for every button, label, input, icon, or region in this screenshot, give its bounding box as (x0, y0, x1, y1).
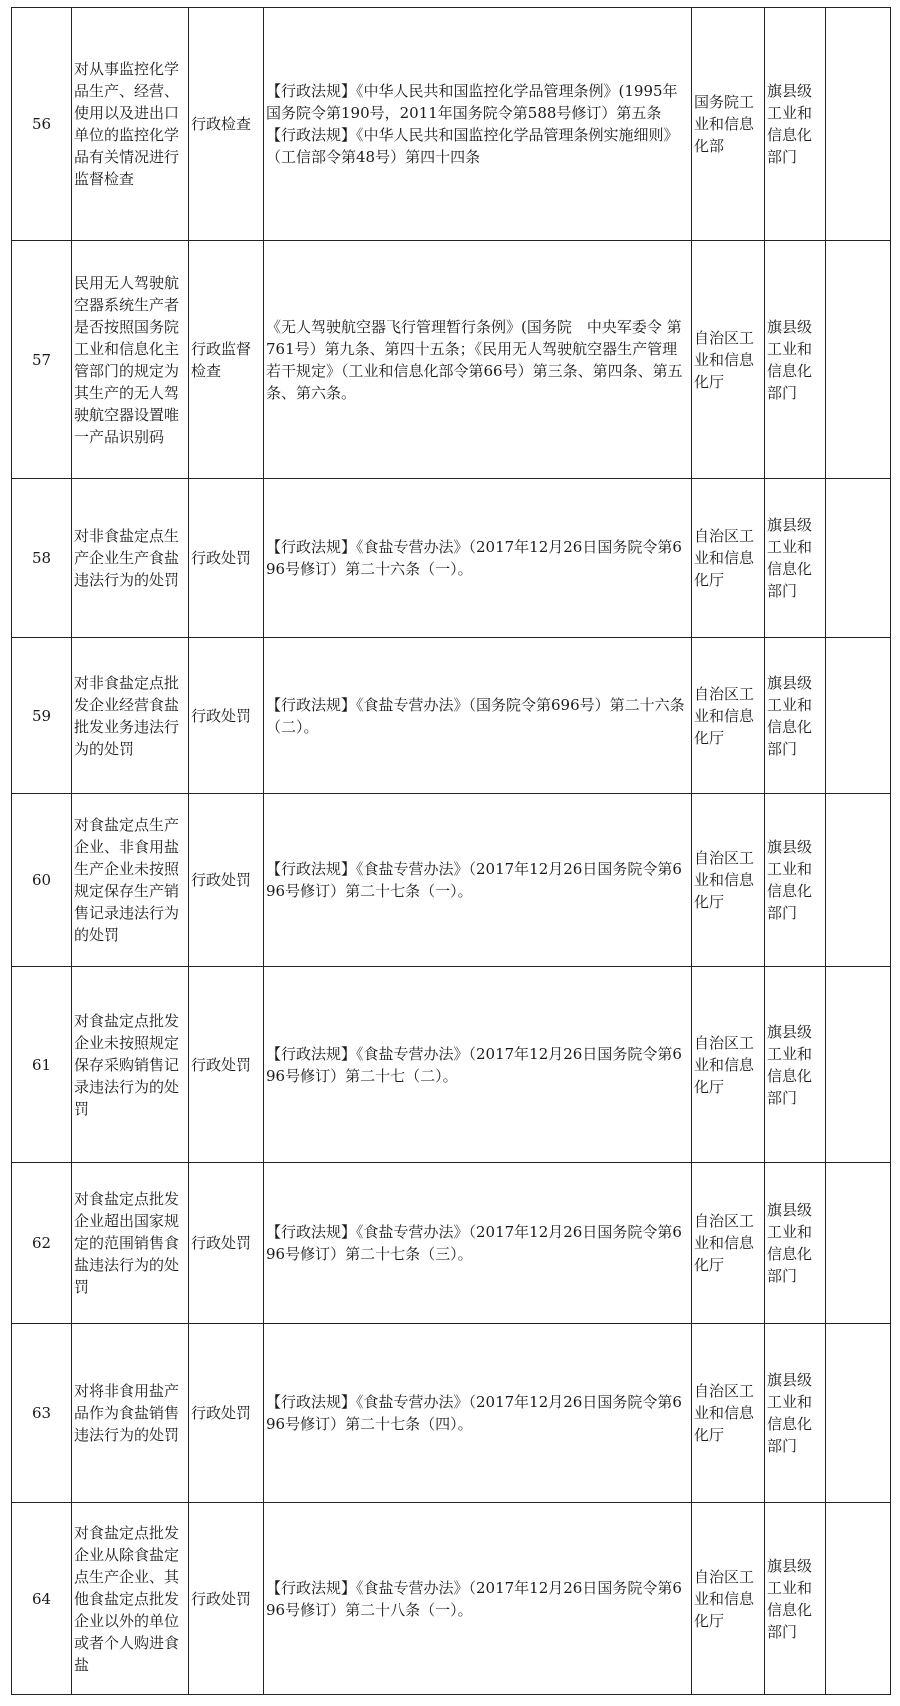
item-type: 行政处罚 (189, 638, 264, 794)
item-type: 行政处罚 (189, 1324, 264, 1503)
row-number: 61 (12, 967, 72, 1163)
item-name: 对食盐定点批发企业从除食盐定点生产企业、其他食盐定点批发企业以外的单位或者个人购进食盐 (72, 1503, 189, 1695)
implementing-level: 旗县级工业和信息化部门 (765, 638, 826, 794)
table-row (12, 1324, 891, 1503)
row-number: 56 (12, 8, 72, 241)
legal-basis (264, 967, 692, 1163)
implementing-level: 旗县级工业和信息化部门 (765, 794, 826, 967)
item-name: 民用无人驾驶航空器系统生产者是否按照国务院工业和信息化主管部门的规定为其生产的无人驾驶航空器设置唯一产品识别码 (72, 241, 189, 479)
responsible-dept: 自治区工业和信息化厅 (692, 1503, 765, 1695)
item-type: 行政处罚 (189, 1503, 264, 1695)
item-name: 对食盐定点生产企业、非食用盐生产企业未按照规定保存生产销售记录违法行为的处罚 (72, 794, 189, 967)
row-number: 64 (12, 1503, 72, 1695)
remarks-cell (826, 241, 891, 479)
responsible-dept: 自治区工业和信息化厅 (692, 794, 765, 967)
responsible-dept: 自治区工业和信息化厅 (692, 1324, 765, 1503)
row-number: 62 (12, 1163, 72, 1324)
legal-basis (264, 1163, 692, 1324)
table-row (12, 967, 891, 1163)
table-row (12, 241, 891, 479)
implementing-level: 旗县级工业和信息化部门 (765, 479, 826, 638)
responsible-dept: 自治区工业和信息化厅 (692, 638, 765, 794)
item-name: 对非食盐定点生产企业生产食盐违法行为的处罚 (72, 479, 189, 638)
item-name: 对食盐定点批发企业未按照规定保存采购销售记录违法行为的处罚 (72, 967, 189, 1163)
legal-basis-line: 【行政法规】《食盐专营办法》（2017年12月26日国务院令第696号修订）第二十八条（一）。 (266, 1578, 682, 1619)
item-name: 对从事监控化学品生产、经营、使用以及进出口单位的监控化学品有关情况进行监督检查 (72, 8, 189, 241)
table-row (12, 1163, 891, 1324)
item-type: 行政检查 (189, 8, 264, 241)
item-type: 行政处罚 (189, 1163, 264, 1324)
legal-basis-line: 【行政法规】《食盐专营办法》（2017年12月26日国务院令第696号修订）第二十七（二）。 (266, 1044, 682, 1085)
table-row (12, 794, 891, 967)
legal-basis (264, 241, 692, 479)
remarks-cell (826, 794, 891, 967)
implementing-level: 旗县级工业和信息化部门 (765, 241, 826, 479)
legal-basis-line: 【行政法规】《食盐专营办法》（2017年12月26日国务院令第696号修订）第二十七条（三）。 (266, 1223, 682, 1263)
legal-basis (264, 479, 692, 638)
remarks-cell (826, 8, 891, 241)
legal-basis-line: 【行政法规】《食盐专营办法》（国务院令第696号）第二十六条（二）。 (266, 695, 685, 736)
implementing-level: 旗县级工业和信息化部门 (765, 1503, 826, 1695)
table-row (12, 8, 891, 241)
legal-basis-line: 【行政法规】《食盐专营办法》（2017年12月26日国务院令第696号修订）第二十六条（一）。 (266, 538, 682, 578)
item-type: 行政处罚 (189, 794, 264, 967)
legal-basis-line: 【行政法规】《中华人民共和国监控化学品管理条例》(1995年国务院令第190号，2011年国务院令第588号修订）第五条 (266, 82, 678, 122)
table-body (12, 8, 891, 1695)
responsible-dept: 自治区工业和信息化厅 (692, 479, 765, 638)
table-row (12, 479, 891, 638)
legal-basis-line: 【行政法规】《食盐专营办法》（2017年12月26日国务院令第696号修订）第二十七条（四）。 (266, 1393, 682, 1433)
implementing-level: 旗县级工业和信息化部门 (765, 8, 826, 241)
legal-basis-line: 【行政法规】《食盐专营办法》（2017年12月26日国务院令第696号修订）第二十七条（一）。 (266, 860, 682, 900)
remarks-cell (826, 638, 891, 794)
item-type: 行政监督检查 (189, 241, 264, 479)
remarks-cell (826, 1163, 891, 1324)
legal-basis-line: 《无人驾驶航空器飞行管理暂行条例》(国务院 中央军委令 第761号）第九条、第四十五条；《民用无人驾驶航空器生产管理若干规定》（工业和信息化部令第66号）第三条、第四条、第五条、第六条。 (266, 317, 683, 402)
implementing-level: 旗县级工业和信息化部门 (765, 1163, 826, 1324)
remarks-cell (826, 1324, 891, 1503)
legal-basis (264, 1324, 692, 1503)
row-number: 63 (12, 1324, 72, 1503)
row-number: 57 (12, 241, 72, 479)
row-number: 58 (12, 479, 72, 638)
item-name: 对食盐定点批发企业超出国家规定的范围销售食盐违法行为的处罚 (72, 1163, 189, 1324)
item-table (11, 7, 891, 1695)
table-row (12, 1503, 891, 1695)
remarks-cell (826, 967, 891, 1163)
table-row (12, 638, 891, 794)
row-number: 60 (12, 794, 72, 967)
item-type: 行政处罚 (189, 967, 264, 1163)
remarks-cell (826, 1503, 891, 1695)
responsible-dept: 自治区工业和信息化厅 (692, 967, 765, 1163)
item-name: 对非食盐定点批发企业经营食盐批发业务违法行为的处罚 (72, 638, 189, 794)
item-type: 行政处罚 (189, 479, 264, 638)
legal-basis (264, 8, 692, 241)
legal-basis (264, 1503, 692, 1695)
responsible-dept: 自治区工业和信息化厅 (692, 241, 765, 479)
remarks-cell (826, 479, 891, 638)
item-name: 对将非食用盐产品作为食盐销售违法行为的处罚 (72, 1324, 189, 1503)
implementing-level: 旗县级工业和信息化部门 (765, 967, 826, 1163)
legal-basis (264, 794, 692, 967)
row-number: 59 (12, 638, 72, 794)
implementing-level: 旗县级工业和信息化部门 (765, 1324, 826, 1503)
responsible-dept: 国务院工业和信息化部 (692, 8, 765, 241)
responsible-dept: 自治区工业和信息化厅 (692, 1163, 765, 1324)
legal-basis-line: 【行政法规】《中华人民共和国监控化学品管理条例实施细则》（工信部令第48号）第四十四条 (266, 126, 679, 166)
legal-basis (264, 638, 692, 794)
